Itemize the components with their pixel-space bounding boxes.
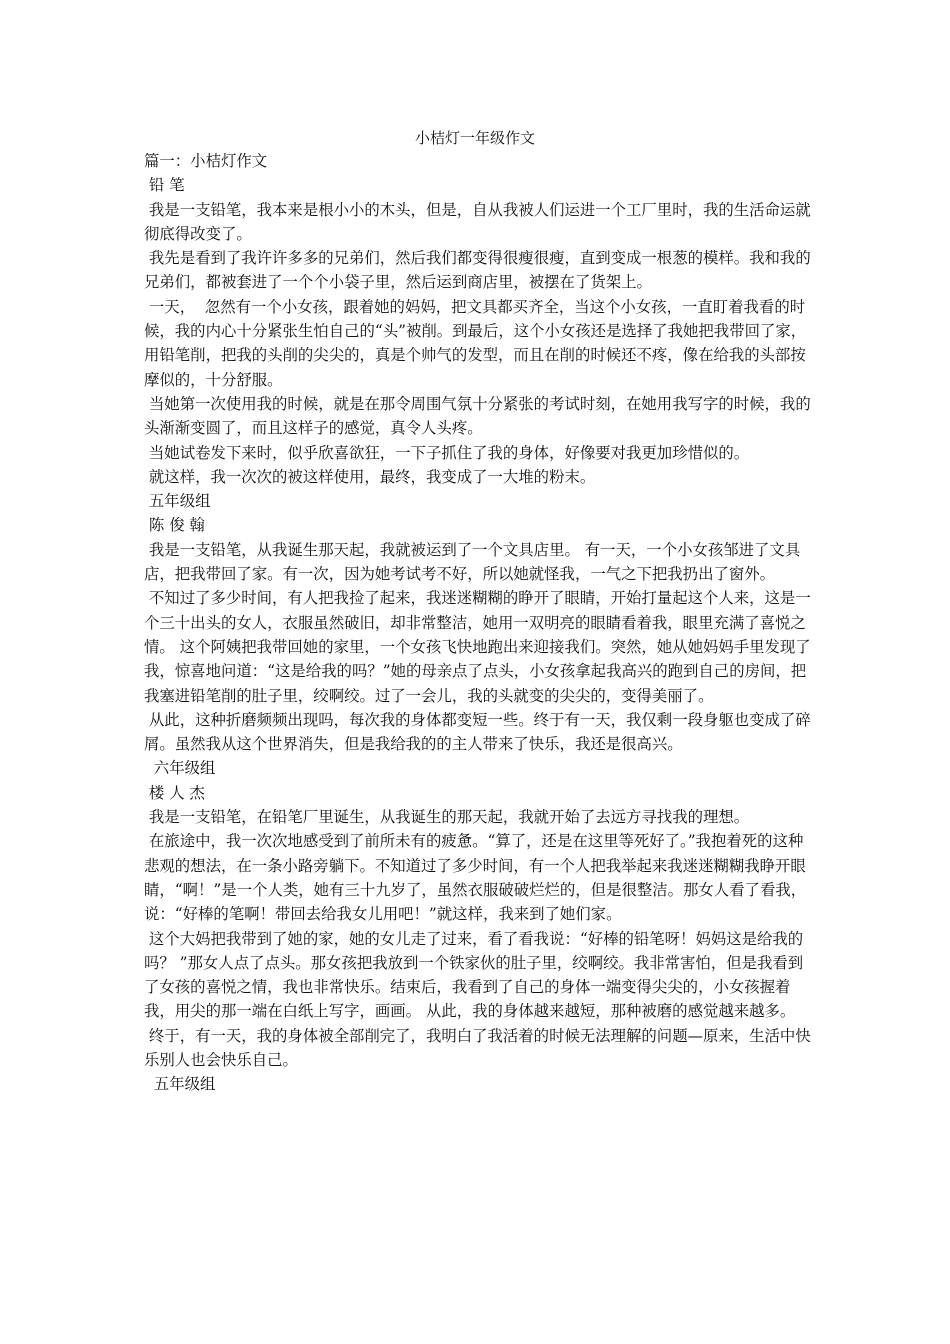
- document-title: 小桔灯一年级作文: [414, 129, 535, 147]
- paragraph: 我是一支铅笔，从我诞生那天起，我就被运到了一个文具店里。 有一天，一个小女孩邹进了文具店，把我带回了家。有一次，因为她考试考不好，所以她就怪我，一气之下把我扔出了窗外。: [144, 540, 801, 584]
- paragraph: 我先是看到了我许许多多的兄弟们，然后我们都变得很瘦很瘦，直到变成一根葱的模样。我和我的兄弟们，都被套进了一个个小袋子里，然后运到商店里，被摆在了货架上。: [144, 249, 811, 292]
- paragraph: 篇一：小桔灯作文: [144, 152, 268, 170]
- paragraph: 就这样，我一次次的被这样使用，最终，我变成了一大堆的粉末。: [144, 467, 596, 486]
- paragraph: 当她试卷发下来时，似乎欣喜欲狂，一下子抓住了我的身体，好像要对我更加珍惜似的。: [144, 443, 750, 462]
- document-body: [144, 149, 812, 1097]
- paragraph: 五年级组: [144, 1075, 216, 1094]
- paragraph: 在旅途中，我一次次地感受到了前所未有的疲惫。“算了，还是在这里等死好了。”我抱着死的这种悲观的想法，在一条小路旁躺下。不知道过了多少时间，有一个人把我举起来我迷迷糊糊我睁开眼睛，“啊！”是一个人类，她有三十九岁了，虽然衣服破破烂烂的，但是很整洁。那女人看了看我，说：“好棒的笔啊！带回去给我女儿用吧！”就这样，我来到了她们家。: [144, 832, 807, 924]
- paragraph: 陈 俊 翰: [144, 516, 205, 535]
- paragraph: 从此，这种折磨频频出现吗，每次我的身体都变短一些。终于有一天，我仅剩一段身躯也变成了碎屑。虽然我从这个世界消失，但是我给我的的主人带来了快乐，我还是很高兴。: [144, 710, 811, 754]
- paragraph: 终于，有一天，我的身体被全部削完了，我明白了我活着的时候无法理解的问题—原来，生活中快乐别人也会快乐自己。: [144, 1026, 811, 1069]
- paragraph: 铅 笔: [144, 176, 185, 195]
- paragraph: 楼 人 杰: [144, 783, 205, 802]
- paragraph: 这个大妈把我带到了她的家，她的女儿走了过来，看了看我说：“好棒的铅笔呀！妈妈这是给我的吗？ ”那女人点了点头。那女孩把我放到一个铁家伙的肚子里，绞啊绞。我非常害怕，但是我看到了女孩的喜悦之情，我也非常快乐。结束后，我看到了自己的身体一端变得尖尖的，小女孩握着我，用尖的那一端在白纸上写字，画画。 从此，我的身体越来越短，那种被磨的感觉越来越多。: [144, 929, 804, 1021]
- paragraph: 六年级组: [144, 759, 216, 778]
- paragraph: 五年级组: [144, 492, 211, 511]
- paragraph: 一天， 忽然有一个小女孩，跟着她的妈妈，把文具都买齐全，当这个小女孩，一直盯着我看的时候，我的内心十分紧张生怕自己的“头”被削。到最后，这个小女孩还是选择了我她把我带回了家，用铅笔削，把我的头削的尖尖的，真是个帅气的发型，而且在削的时候还不疼，像在给我的头部按摩似的，十分舒服。: [144, 297, 807, 389]
- paragraph: 当她第一次使用我的时候，就是在那令周围气氛十分紧张的考试时刻，在她用我写字的时候，我的头渐渐变圆了，而且这样子的感觉，真令人头疼。: [144, 394, 811, 438]
- paragraph: 我是一支铅笔，在铅笔厂里诞生，从我诞生的那天起，我就开始了去远方寻找我的理想。: [144, 808, 750, 827]
- paragraph: 我是一支铅笔，我本来是根小小的木头，但是，自从我被人们运进一个工厂里时，我的生活命运就彻底得改变了。: [144, 200, 811, 243]
- paragraph: 不知过了多少时间，有人把我捡了起来，我迷迷糊糊的睁开了眼睛，开始打量起这个人来，这是一个三十出头的女人，衣服虽然破旧，却非常整洁，她用一双明亮的眼睛看着我，眼里充满了喜悦之情。 这个阿姨把我带回她的家里，一个女孩飞快地跑出来迎接我们。突然，她从她妈妈手里发现了我，惊喜地问道：“这是给我的吗？”她的母亲点了点头，小女孩拿起我高兴的跑到自己的房间，把我塞进铅笔削的肚子里，绞啊绞。过了一会儿，我的头就变的尖尖的，变得美丽了。: [144, 589, 811, 705]
